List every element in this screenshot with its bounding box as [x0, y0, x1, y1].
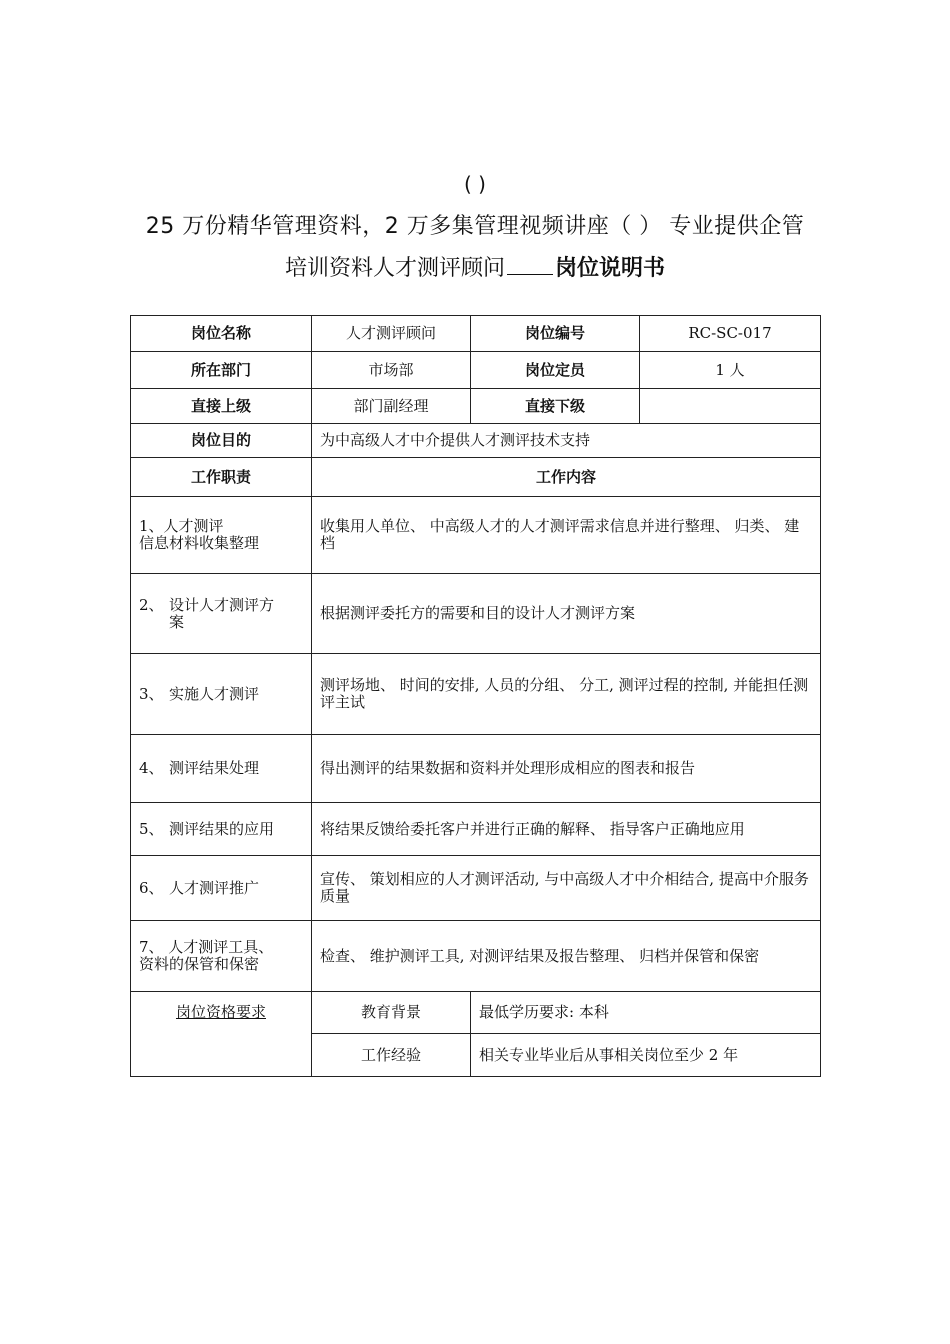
duty-7-content: 检查、 维护测评工具, 对测评结果及报告整理、 归档并保管和保密 — [312, 921, 821, 992]
duty-4-number: 4、 — [139, 759, 164, 777]
headcount-label: 岗位定员 — [471, 352, 640, 389]
qualification-value: 相关专业毕业后从事相关岗位至少 2 年 — [471, 1034, 821, 1077]
table-row — [131, 497, 821, 574]
qualification-label-cell — [131, 992, 312, 1077]
superior-value: 部门副经理 — [312, 389, 471, 424]
duty-4-label: 测评结果处理 — [169, 759, 260, 777]
duty-1-label: 1、人才测评 信息材料收集整理 — [139, 517, 260, 552]
duty-4 — [131, 735, 312, 803]
duty-2-number: 2、 — [139, 595, 164, 614]
duty-1-content: 收集用人单位、 中高级人才的人才测评需求信息并进行整理、 归类、 建档 — [312, 497, 821, 574]
duty-3-content: 测评场地、 时间的安排, 人员的分组、 分工, 测评过程的控制, 并能担任测评主试 — [312, 654, 821, 735]
table-row — [131, 921, 821, 992]
table-row — [131, 424, 821, 458]
content-header: 工作内容 — [312, 458, 821, 497]
duty-2-label: 设计人才测评方案 — [169, 595, 275, 631]
table-row — [131, 458, 821, 497]
duty-5-number: 5、 — [139, 819, 164, 838]
post-name-value: 人才测评顾问 — [312, 316, 471, 352]
table-row — [131, 735, 821, 803]
duty-2 — [131, 574, 312, 654]
table-row — [131, 856, 821, 921]
duty-3-label: 实施人才测评 — [169, 684, 260, 703]
qualification-item: 教育背景 — [312, 992, 471, 1034]
title-prefix: 培训资料人才测评顾问 — [284, 256, 505, 281]
table-row — [131, 316, 821, 352]
subordinate-value — [640, 389, 821, 424]
title-bold: 岗位说明书 — [555, 256, 666, 281]
purpose-value: 为中高级人才中介提供人才测评技术支持 — [312, 424, 821, 458]
post-name-label: 岗位名称 — [131, 316, 312, 352]
superior-label: 直接上级 — [131, 389, 312, 424]
title-blank-line — [507, 256, 553, 275]
duty-4-content: 得出测评的结果数据和资料并处理形成相应的图表和报告 — [312, 735, 821, 803]
qualification-label: 岗位资格要求 — [175, 1003, 266, 1021]
table-row — [131, 574, 821, 654]
header-line-2: 25 万份精华管理资料，2 万多集管理视频讲座（ ） 专业提供企管 — [145, 214, 805, 239]
duty-3 — [131, 654, 312, 735]
dept-value: 市场部 — [312, 352, 471, 389]
qualification-value: 最低学历要求: 本科 — [471, 992, 821, 1034]
header-line-1: ( ) — [464, 172, 486, 196]
duty-5 — [131, 803, 312, 856]
post-code-value: RC-SC-017 — [640, 316, 821, 352]
subordinate-label: 直接下级 — [471, 389, 640, 424]
table-row — [131, 803, 821, 856]
table-row — [131, 654, 821, 735]
headcount-value: 1 人 — [640, 352, 821, 389]
duty-5-content: 将结果反馈给委托客户并进行正确的解释、 指导客户正确地应用 — [312, 803, 821, 856]
job-description-table — [130, 315, 821, 1077]
duty-6-content: 宣传、 策划相应的人才测评活动, 与中高级人才中介相结合, 提高中介服务质量 — [312, 856, 821, 921]
duty-6 — [131, 856, 312, 921]
dept-label: 所在部门 — [131, 352, 312, 389]
duty-6-label: 人才测评推广 — [169, 878, 260, 897]
post-code-label: 岗位编号 — [471, 316, 640, 352]
duty-1 — [131, 497, 312, 574]
duty-2-content: 根据测评委托方的需要和目的设计人才测评方案 — [312, 574, 821, 654]
purpose-label: 岗位目的 — [131, 424, 312, 458]
table-row — [131, 992, 821, 1034]
duty-6-number: 6、 — [139, 878, 164, 897]
duties-header: 工作职责 — [131, 458, 312, 497]
document-title — [0, 251, 950, 282]
duty-7-label: 7、 人才测评工具、 资料的保管和保密 — [139, 938, 274, 973]
table-row — [131, 389, 821, 424]
table-row — [131, 352, 821, 389]
duty-7 — [131, 921, 312, 992]
duty-3-number: 3、 — [139, 684, 164, 703]
duty-5-label: 测评结果的应用 — [169, 819, 275, 838]
qualification-item: 工作经验 — [312, 1034, 471, 1077]
